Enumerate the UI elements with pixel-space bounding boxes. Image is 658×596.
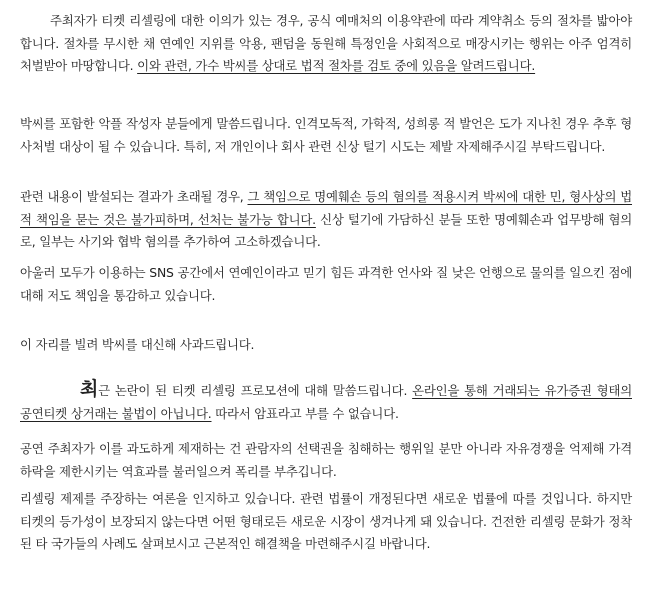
paragraph-text: 공연 주최자가 이를 과도하게 제재하는 건 관람자의 선택권을 침해하는 행위일 분만 아니라 자유경쟁을 억제해 가격 하락을 제한시키는 역효과를 불러일으켜 폭리를 부추깁니다. [20,441,632,479]
paragraph-text: 박씨를 포함한 악플 작성자 분들에게 말씀드립니다. 인격모독적, 가학적, 성희롱 적 발언은 도가 지나친 경우 추후 형사처벌 대상이 될 수 있습니다. 특히, 저 개인이나 회사 관련 신상 털기 시도는 제발 자제해주시길 부탁드립니다. [20,116,632,154]
paragraph-organizer-restriction [20,438,632,483]
paragraph-text: 신상 털기에 가담하신 분들 또한 명예훼손과 업무방해 혐의로, 일부는 사기와 협박 혐의를 추가하여 고소하겠습니다. [20,211,633,249]
paragraph-text: 리셀링 제제를 주장하는 여론을 인지하고 있습니다. 관련 법률이 개정된다면 새로운 법률에 따를 것입니다. 하지만 티켓의 등가성이 보장되지 않는다면 어떤 형태로든 새로운 시장이 생겨나게 돼 있습니다. 건전한 리셀링 문화가 정착된 타 국가들의 사례도 살펴보시고 근본적인 해결책을 마련해주시길 바랍니다. [20,491,632,551]
paragraph-text: 근 논란이 된 티켓 리셀링 프로모션에 대해 말씀드립니다. [98,383,413,398]
paragraph-text: 관련 내용이 발설되는 결과가 초래될 경우, [20,189,248,204]
underlined-text: 온라인을 통해 거래되는 유가증권 형태의 공연티켓 상거래는 불법이 아닙니다. [20,383,632,421]
paragraph-apology [20,334,632,357]
underlined-text: 그 책임으로 명예훼손 등의 혐의를 적용시켜 박씨에 대한 민, 형사상의 법적 책임을 묻는 것은 불가피하며, 선처는 불가능 합니다. [20,189,633,227]
paragraph-text: 주최자가 티켓 리셀링에 대한 이의가 있는 경우, 공식 예매처의 이용약관에 따라 계약취소 등의 절차를 밟아야 합니다. 절차를 무시한 채 연예인 지위를 악용, 팬덤을 동원해 특정인을 사회적으로 매장시키는 행위는 아주 엄격히 처벌받아 마땅합니다. [20,13,632,73]
paragraph-text: 아울러 모두가 이용하는 SNS 공간에서 연예인이라고 믿기 힘든 과격한 언사와 질 낮은 언행으로 물의를 일으킨 점에 대해 저도 책임을 통감하고 있습니다. [20,265,632,303]
paragraph-malicious-comments [20,113,632,158]
underlined-text: 이와 관련, 가수 박씨를 상대로 법적 절차를 검토 중에 있음을 알려드립니다. [137,58,536,73]
paragraph-sns-remark [20,262,632,307]
paragraph-text: 따라서 암표라고 부를 수 없습니다. [211,405,399,421]
paragraph-liability [20,186,632,254]
drop-cap: 최 [80,378,99,400]
paragraph-ticket-resale [20,378,632,425]
paragraph-text: 이 자리를 빌려 박씨를 대신해 사과드립니다. [20,337,255,352]
paragraph-regulation-opinion [20,488,632,556]
paragraph-legal-procedure [20,10,632,78]
